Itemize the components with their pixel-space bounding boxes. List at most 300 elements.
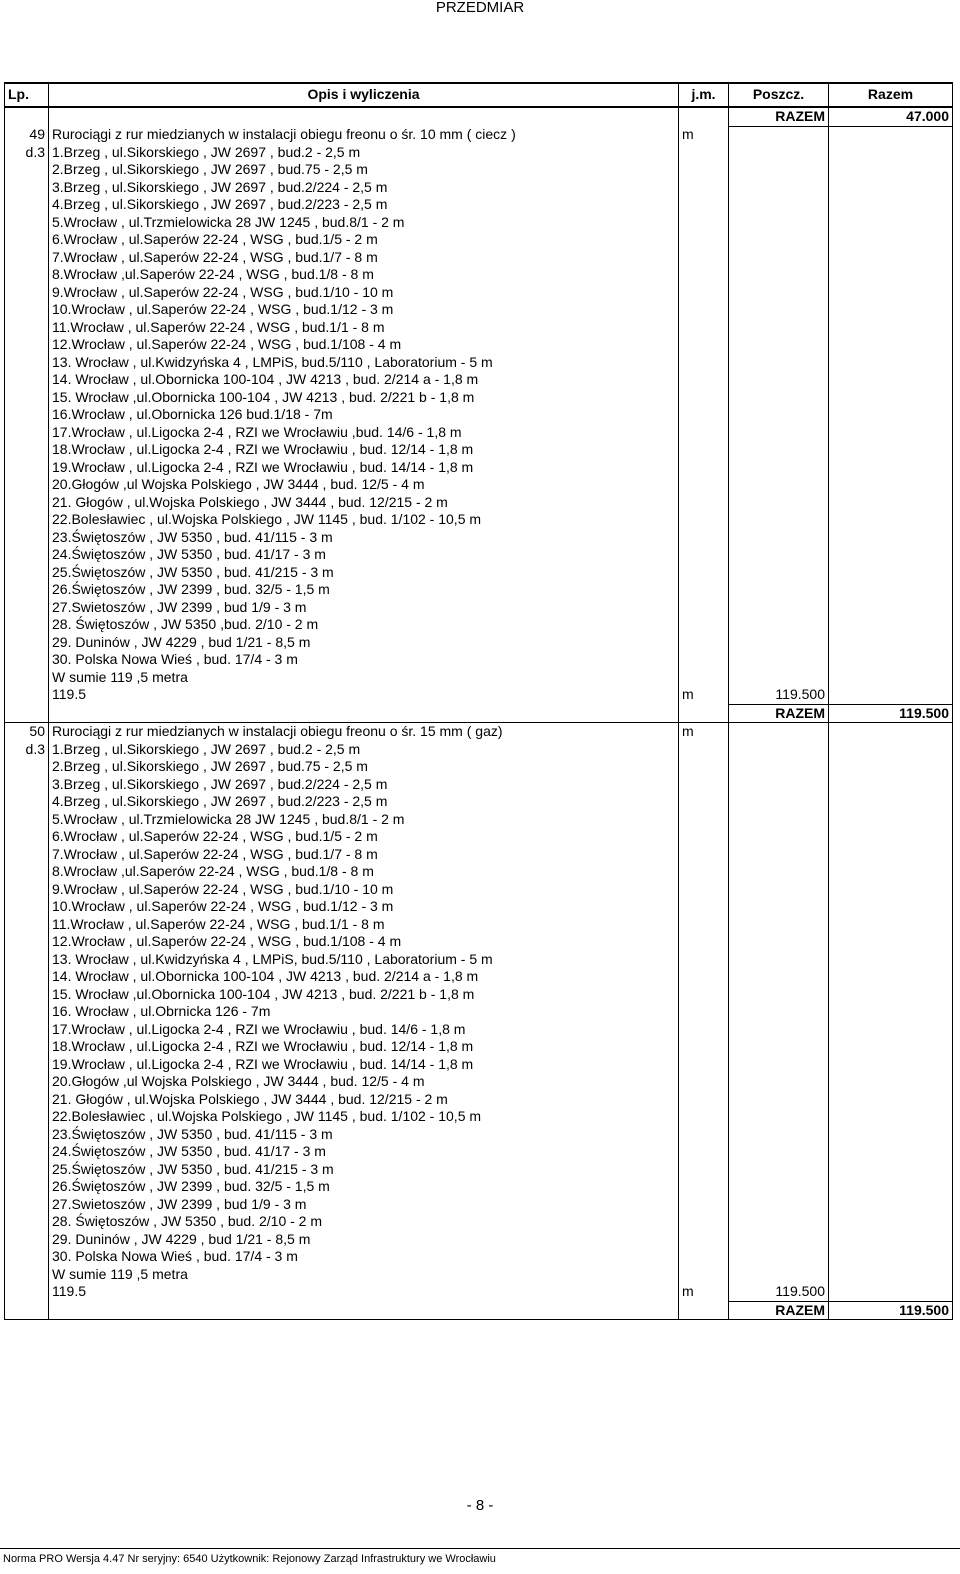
empty-cell [679, 459, 729, 477]
empty-cell [679, 1091, 729, 1109]
empty-cell [679, 616, 729, 634]
item-unit: m [679, 126, 729, 144]
item-description-row [5, 741, 953, 759]
empty-cell [49, 704, 679, 723]
empty-cell [679, 144, 729, 162]
empty-cell [829, 249, 953, 267]
empty-cell [5, 301, 49, 319]
empty-cell [679, 389, 729, 407]
item-description-line: 11.Wrocław , ul.Saperów 22-24 , WSG , bud.1/1 - 8 m [49, 319, 679, 337]
item-total-row [5, 704, 953, 723]
footer-divider [0, 1548, 960, 1549]
item-description-line: 27.Swietoszów , JW 2399 , bud 1/9 - 3 m [49, 599, 679, 617]
empty-cell [729, 811, 829, 829]
empty-cell [729, 144, 829, 162]
item-description-row [5, 1126, 953, 1144]
empty-cell [829, 933, 953, 951]
item-description-line: 17.Wrocław , ul.Ligocka 2-4 , RZI we Wrocławiu , bud. 14/6 - 1,8 m [49, 1021, 679, 1039]
item-description-row [5, 758, 953, 776]
carry-over-row [5, 107, 953, 126]
empty-cell [5, 986, 49, 1004]
empty-cell [5, 406, 49, 424]
empty-cell [729, 476, 829, 494]
item-description-row [5, 231, 953, 249]
empty-cell [679, 249, 729, 267]
item-description-line: 19.Wrocław , ul.Ligocka 2-4 , RZI we Wrocławiu , bud. 14/14 - 1,8 m [49, 459, 679, 477]
empty-cell [5, 1301, 49, 1320]
empty-cell [5, 441, 49, 459]
item-description-line: 24.Świętoszów , JW 5350 , bud. 41/17 - 3 m [49, 1143, 679, 1161]
empty-cell [5, 634, 49, 652]
item-title-row [5, 723, 953, 741]
item-description-row [5, 1196, 953, 1214]
table-header-row [5, 83, 953, 107]
item-description-row [5, 494, 953, 512]
empty-cell [729, 249, 829, 267]
item-description-row [5, 776, 953, 794]
empty-cell [679, 179, 729, 197]
item-description-line: 20.Głogów ,ul Wojska Polskiego , JW 3444 , bud. 12/5 - 4 m [49, 1073, 679, 1091]
empty-cell [829, 389, 953, 407]
item-description-line: 11.Wrocław , ul.Saperów 22-24 , WSG , bud.1/1 - 8 m [49, 916, 679, 934]
empty-cell [679, 161, 729, 179]
empty-cell [679, 1126, 729, 1144]
item-description-row [5, 249, 953, 267]
empty-cell [829, 1108, 953, 1126]
empty-cell [5, 968, 49, 986]
empty-cell [679, 1301, 729, 1320]
item-description-row [5, 441, 953, 459]
item-description-row [5, 1266, 953, 1284]
empty-cell [679, 916, 729, 934]
column-header-jm: j.m. [679, 83, 729, 107]
empty-cell [679, 441, 729, 459]
empty-cell [729, 1038, 829, 1056]
empty-cell [5, 319, 49, 337]
item-description-row [5, 846, 953, 864]
empty-cell [829, 354, 953, 372]
carry-over-label: RAZEM [729, 107, 829, 126]
empty-cell [5, 1073, 49, 1091]
empty-cell [5, 214, 49, 232]
item-calc-value: 119.500 [729, 686, 829, 704]
empty-cell [829, 1056, 953, 1074]
empty-cell [679, 741, 729, 759]
empty-cell [829, 1213, 953, 1231]
item-description-row [5, 511, 953, 529]
empty-cell [5, 284, 49, 302]
item-description-line: 25.Świętoszów , JW 5350 , bud. 41/215 - 3 m [49, 564, 679, 582]
empty-cell [679, 1161, 729, 1179]
empty-cell [829, 459, 953, 477]
empty-cell [729, 231, 829, 249]
empty-cell [729, 828, 829, 846]
empty-cell [829, 529, 953, 547]
empty-cell [679, 354, 729, 372]
empty-cell [829, 863, 953, 881]
item-description-line: 4.Brzeg , ul.Sikorskiego , JW 2697 , bud.2/223 - 2,5 m [49, 793, 679, 811]
empty-cell [5, 546, 49, 564]
empty-cell [829, 1283, 953, 1301]
empty-cell [829, 723, 953, 741]
item-unit: m [679, 723, 729, 741]
empty-cell [829, 511, 953, 529]
item-description-line: W sumie 119 ,5 metra [49, 669, 679, 687]
empty-cell [679, 1266, 729, 1284]
item-description-line: 26.Świętoszów , JW 2399 , bud. 32/5 - 1,5 m [49, 581, 679, 599]
empty-cell [729, 1161, 829, 1179]
empty-cell [679, 828, 729, 846]
footer-text: Norma PRO Wersja 4.47 Nr seryjny: 6540 Użytkownik: Rejonowy Zarząd Infrastruktury we Wrocławiu [3, 1553, 496, 1565]
empty-cell [679, 266, 729, 284]
empty-cell [729, 986, 829, 1004]
empty-cell [5, 231, 49, 249]
item-description-row [5, 336, 953, 354]
empty-cell [679, 1021, 729, 1039]
empty-cell [829, 476, 953, 494]
item-description-line: 10.Wrocław , ul.Saperów 22-24 , WSG , bud.1/12 - 3 m [49, 898, 679, 916]
empty-cell [679, 776, 729, 794]
empty-cell [679, 599, 729, 617]
empty-cell [679, 494, 729, 512]
empty-cell [829, 616, 953, 634]
empty-cell [729, 1073, 829, 1091]
item-title: Rurociągi z rur miedzianych w instalacji obiegu freonu o śr. 10 mm ( ciecz ) [49, 126, 679, 144]
empty-cell [679, 1196, 729, 1214]
item-description-row [5, 1143, 953, 1161]
empty-cell [5, 459, 49, 477]
item-description-line: 3.Brzeg , ul.Sikorskiego , JW 2697 , bud.2/224 - 2,5 m [49, 179, 679, 197]
item-description-row [5, 1178, 953, 1196]
item-description-line: 8.Wrocław ,ul.Saperów 22-24 , WSG , bud.1/8 - 8 m [49, 266, 679, 284]
empty-cell [5, 1231, 49, 1249]
empty-cell [729, 1143, 829, 1161]
empty-cell [729, 616, 829, 634]
empty-cell [829, 284, 953, 302]
empty-cell [829, 1038, 953, 1056]
empty-cell [5, 793, 49, 811]
item-description-line: 30. Polska Nowa Wieś , bud. 17/4 - 3 m [49, 1248, 679, 1266]
item-description-line: 9.Wrocław , ul.Saperów 22-24 , WSG , bud.1/10 - 10 m [49, 881, 679, 899]
item-total-value: 119.500 [829, 704, 953, 723]
empty-cell [729, 1266, 829, 1284]
empty-cell [679, 371, 729, 389]
item-total-label: RAZEM [729, 1301, 829, 1320]
empty-cell [729, 161, 829, 179]
column-header-lp: Lp. [5, 83, 49, 107]
empty-cell [679, 1231, 729, 1249]
empty-cell [679, 1143, 729, 1161]
carry-over-value: 47.000 [829, 107, 953, 126]
empty-cell [729, 1213, 829, 1231]
item-description-row [5, 881, 953, 899]
item-calc-unit: m [679, 1283, 729, 1301]
empty-cell [729, 968, 829, 986]
item-calc-expression: 119.5 [49, 1283, 679, 1301]
empty-cell [5, 1178, 49, 1196]
empty-cell [679, 196, 729, 214]
item-description-line: 16. Wrocław , ul.Obrnicka 126 - 7m [49, 1003, 679, 1021]
empty-cell [829, 686, 953, 704]
empty-cell [5, 933, 49, 951]
item-description-line: 12.Wrocław , ul.Saperów 22-24 , WSG , bud.1/108 - 4 m [49, 933, 679, 951]
item-description-row [5, 1231, 953, 1249]
empty-cell [5, 863, 49, 881]
item-description-row [5, 793, 953, 811]
empty-cell [729, 459, 829, 477]
item-description-line: 2.Brzeg , ul.Sikorskiego , JW 2697 , bud.75 - 2,5 m [49, 758, 679, 776]
empty-cell [829, 179, 953, 197]
item-description-row [5, 616, 953, 634]
item-description-line: 28. Świętoszów , JW 5350 ,bud. 2/10 - 2 m [49, 616, 679, 634]
empty-cell [5, 371, 49, 389]
item-description-line: 8.Wrocław ,ul.Saperów 22-24 , WSG , bud.1/8 - 8 m [49, 863, 679, 881]
empty-cell [679, 898, 729, 916]
empty-cell [829, 1091, 953, 1109]
empty-cell [829, 546, 953, 564]
empty-cell [679, 1003, 729, 1021]
empty-cell [729, 406, 829, 424]
empty-cell [829, 599, 953, 617]
item-description-row [5, 968, 953, 986]
empty-cell [729, 441, 829, 459]
empty-cell [729, 651, 829, 669]
empty-cell [829, 776, 953, 794]
empty-cell [5, 1283, 49, 1301]
item-description-row [5, 546, 953, 564]
empty-cell [729, 424, 829, 442]
item-description-line: 22.Bolesławiec , ul.Wojska Polskiego , JW 1145 , bud. 1/102 - 10,5 m [49, 511, 679, 529]
empty-cell [729, 529, 829, 547]
empty-cell [829, 494, 953, 512]
empty-cell [5, 389, 49, 407]
item-description-row [5, 529, 953, 547]
item-description-row [5, 916, 953, 934]
empty-cell [729, 1091, 829, 1109]
item-description-row [5, 354, 953, 372]
empty-cell [829, 916, 953, 934]
empty-cell [679, 581, 729, 599]
empty-cell [679, 758, 729, 776]
empty-cell [5, 266, 49, 284]
empty-cell [679, 1108, 729, 1126]
empty-cell [829, 634, 953, 652]
item-description-line: 13. Wrocław , ul.Kwidzyńska 4 , LMPiS, bud.5/110 , Laboratorium - 5 m [49, 354, 679, 372]
empty-cell [729, 266, 829, 284]
empty-cell [5, 424, 49, 442]
empty-cell [49, 1301, 679, 1320]
empty-cell [829, 231, 953, 249]
item-description-row [5, 284, 953, 302]
item-description-row [5, 1108, 953, 1126]
empty-cell [679, 1213, 729, 1231]
item-description-row [5, 1003, 953, 1021]
item-total-row [5, 1301, 953, 1320]
empty-cell [729, 301, 829, 319]
empty-cell [729, 564, 829, 582]
empty-cell [729, 511, 829, 529]
empty-cell [679, 214, 729, 232]
item-description-row [5, 161, 953, 179]
empty-cell [679, 336, 729, 354]
column-header-poszcz: Poszcz. [729, 83, 829, 107]
item-description-row [5, 144, 953, 162]
empty-cell [729, 1231, 829, 1249]
empty-cell [679, 301, 729, 319]
empty-cell [729, 214, 829, 232]
empty-cell [729, 1108, 829, 1126]
empty-cell [829, 424, 953, 442]
item-description-line: 17.Wrocław , ul.Ligocka 2-4 , RZI we Wrocławiu ,bud. 14/6 - 1,8 m [49, 424, 679, 442]
item-description-row [5, 459, 953, 477]
empty-cell [5, 249, 49, 267]
empty-cell [829, 898, 953, 916]
item-description-line: 9.Wrocław , ul.Saperów 22-24 , WSG , bud.1/10 - 10 m [49, 284, 679, 302]
empty-cell [5, 758, 49, 776]
item-description-row [5, 1038, 953, 1056]
item-description-line: 23.Świętoszów , JW 5350 , bud. 41/115 - 3 m [49, 1126, 679, 1144]
item-description-row [5, 811, 953, 829]
item-description-row [5, 1056, 953, 1074]
empty-cell [5, 599, 49, 617]
item-description-line: 4.Brzeg , ul.Sikorskiego , JW 2697 , bud.2/223 - 2,5 m [49, 196, 679, 214]
item-description-row [5, 599, 953, 617]
empty-cell [5, 669, 49, 687]
item-description-line: 3.Brzeg , ul.Sikorskiego , JW 2697 , bud.2/224 - 2,5 m [49, 776, 679, 794]
item-description-row [5, 951, 953, 969]
empty-cell [5, 354, 49, 372]
empty-cell [729, 1021, 829, 1039]
empty-cell [5, 1038, 49, 1056]
item-description-line: 21. Głogów , ul.Wojska Polskiego , JW 3444 , bud. 12/215 - 2 m [49, 494, 679, 512]
empty-cell [679, 811, 729, 829]
empty-cell [829, 881, 953, 899]
empty-cell [729, 933, 829, 951]
empty-cell [679, 634, 729, 652]
empty-cell [5, 511, 49, 529]
empty-cell [829, 564, 953, 582]
item-description-line: 13. Wrocław , ul.Kwidzyńska 4 , LMPiS, bud.5/110 , Laboratorium - 5 m [49, 951, 679, 969]
empty-cell [679, 793, 729, 811]
column-header-razem: Razem [829, 83, 953, 107]
item-description-row [5, 319, 953, 337]
empty-cell [729, 319, 829, 337]
empty-cell [829, 126, 953, 144]
item-description-line: 26.Świętoszów , JW 2399 , bud. 32/5 - 1,5 m [49, 1178, 679, 1196]
empty-cell [5, 651, 49, 669]
empty-cell [829, 161, 953, 179]
item-description-row [5, 196, 953, 214]
item-code: d.3 [5, 144, 49, 162]
item-description-row [5, 1248, 953, 1266]
empty-cell [5, 1196, 49, 1214]
empty-cell [829, 1003, 953, 1021]
empty-cell [679, 933, 729, 951]
item-total-value: 119.500 [829, 1301, 953, 1320]
empty-cell [5, 1143, 49, 1161]
empty-cell [679, 1178, 729, 1196]
empty-cell [5, 1126, 49, 1144]
item-description-row [5, 986, 953, 1004]
empty-cell [829, 301, 953, 319]
empty-cell [729, 1196, 829, 1214]
empty-cell [729, 179, 829, 197]
item-description-row [5, 1161, 953, 1179]
item-description-line: 1.Brzeg , ul.Sikorskiego , JW 2697 , bud.2 - 2,5 m [49, 741, 679, 759]
item-lp: 49 [5, 126, 49, 144]
item-calc-row [5, 686, 953, 704]
item-description-line: 6.Wrocław , ul.Saperów 22-24 , WSG , bud.1/5 - 2 m [49, 231, 679, 249]
empty-cell [729, 793, 829, 811]
item-description-line: 22.Bolesławiec , ul.Wojska Polskiego , JW 1145 , bud. 1/102 - 10,5 m [49, 1108, 679, 1126]
empty-cell [729, 951, 829, 969]
item-description-line: 25.Świętoszów , JW 5350 , bud. 41/215 - 3 m [49, 1161, 679, 1179]
empty-cell [5, 776, 49, 794]
empty-cell [5, 564, 49, 582]
empty-cell [5, 704, 49, 723]
empty-cell [729, 1056, 829, 1074]
empty-cell [829, 669, 953, 687]
empty-cell [829, 1161, 953, 1179]
empty-cell [5, 494, 49, 512]
item-description-row [5, 406, 953, 424]
empty-cell [729, 196, 829, 214]
empty-cell [829, 951, 953, 969]
item-calc-value: 119.500 [729, 1283, 829, 1301]
empty-cell [5, 1213, 49, 1231]
empty-cell [679, 424, 729, 442]
item-total-label: RAZEM [729, 704, 829, 723]
item-description-line: 5.Wrocław , ul.Trzmielowicka 28 JW 1245 , bud.8/1 - 2 m [49, 214, 679, 232]
empty-cell [729, 863, 829, 881]
item-description-line: 5.Wrocław , ul.Trzmielowicka 28 JW 1245 , bud.8/1 - 2 m [49, 811, 679, 829]
empty-cell [679, 669, 729, 687]
item-description-row [5, 301, 953, 319]
item-description-line: 30. Polska Nowa Wieś , bud. 17/4 - 3 m [49, 651, 679, 669]
empty-cell [5, 196, 49, 214]
empty-cell [829, 1231, 953, 1249]
empty-cell [5, 1003, 49, 1021]
empty-cell [729, 371, 829, 389]
empty-cell [729, 634, 829, 652]
empty-cell [5, 161, 49, 179]
item-description-line: 24.Świętoszów , JW 5350 , bud. 41/17 - 3 m [49, 546, 679, 564]
empty-cell [679, 546, 729, 564]
empty-cell [679, 1073, 729, 1091]
item-description-line: 29. Duninów , JW 4229 , bud 1/21 - 8,5 m [49, 634, 679, 652]
empty-cell [5, 1108, 49, 1126]
empty-cell [829, 1266, 953, 1284]
empty-cell [679, 1038, 729, 1056]
empty-cell [729, 354, 829, 372]
item-description-row [5, 651, 953, 669]
item-description-row [5, 564, 953, 582]
empty-cell [829, 406, 953, 424]
empty-cell [729, 898, 829, 916]
empty-cell [729, 669, 829, 687]
item-description-row [5, 1021, 953, 1039]
empty-cell [729, 284, 829, 302]
item-description-line: 19.Wrocław , ul.Ligocka 2-4 , RZI we Wrocławiu , bud. 14/14 - 1,8 m [49, 1056, 679, 1074]
empty-cell [5, 828, 49, 846]
item-title: Rurociągi z rur miedzianych w instalacji obiegu freonu o śr. 15 mm ( gaz) [49, 723, 679, 741]
item-description-line: 7.Wrocław , ul.Saperów 22-24 , WSG , bud.1/7 - 8 m [49, 249, 679, 267]
empty-cell [829, 968, 953, 986]
bill-of-quantities-table [4, 82, 953, 1320]
empty-cell [729, 881, 829, 899]
empty-cell [729, 758, 829, 776]
item-description-row [5, 634, 953, 652]
